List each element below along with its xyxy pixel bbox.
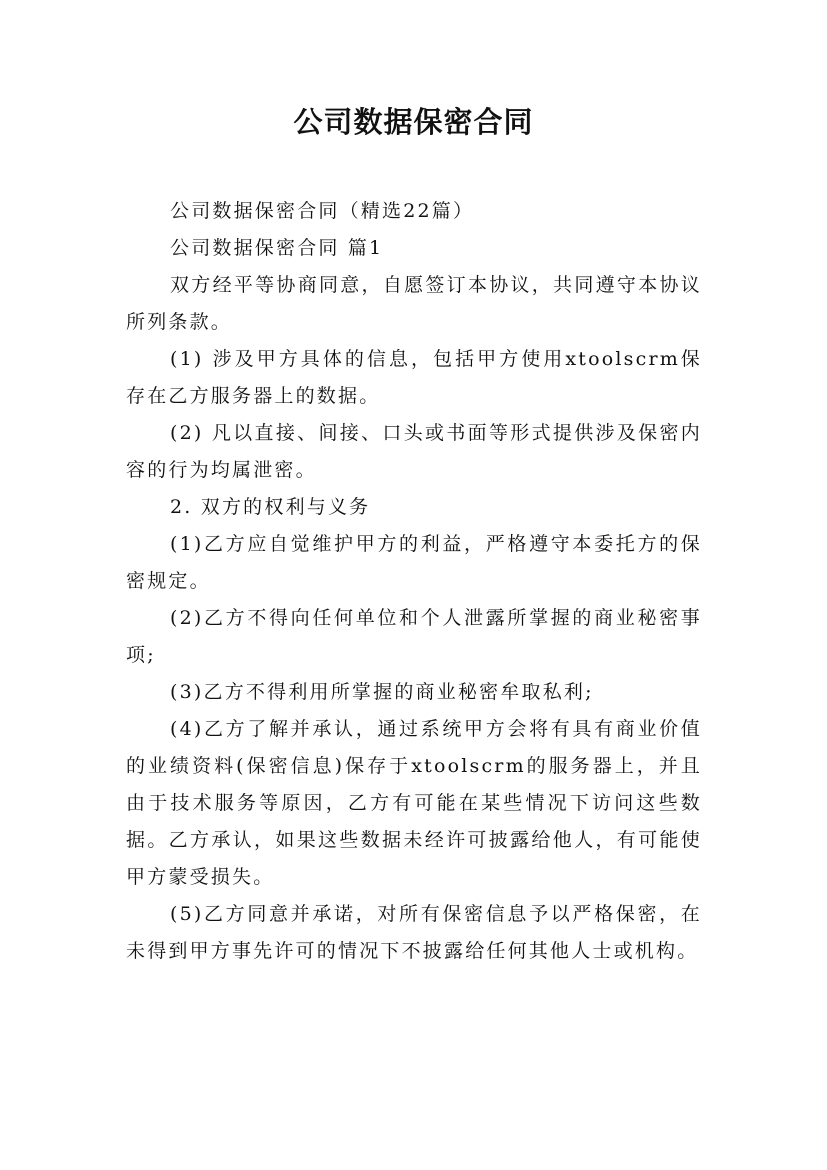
document-title: 公司数据保密合同	[293, 105, 534, 139]
paragraph-collection-heading: 公司数据保密合同（精选22篇）	[170, 200, 475, 222]
paragraph-section-2-heading: 2. 双方的权利与义务	[170, 496, 371, 518]
paragraph-clause-2-2: (2)乙方不得向任何单位和个人泄露所掌握的商业秘密事项;	[126, 607, 702, 666]
paragraph-clause-2-3: (3)乙方不得利用所掌握的商业秘密牟取私利;	[170, 681, 594, 703]
paragraph-clause-1-2: (2) 凡以直接、间接、口头或书面等形式提供涉及保密内容的行为均属泄密。	[126, 422, 702, 481]
document-body	[126, 193, 702, 970]
paragraph-article-heading: 公司数据保密合同 篇1	[170, 237, 384, 259]
paragraph-clause-2-5: (5)乙方同意并承诺，对所有保密信息予以严格保密，在未得到甲方事先许可的情况下不披露给任何其他人士或机构。	[126, 903, 702, 962]
paragraph-clause-2-1: (1)乙方应自觉维护甲方的利益，严格遵守本委托方的保密规定。	[126, 533, 702, 592]
paragraph-clause-2-4: (4)乙方了解并承认，通过系统甲方会将有具有商业价值的业绩资料(保密信息)保存于xtoolscrm的服务器上，并且由于技术服务等原因，乙方有可能在某些情况下访问这些数据。乙方承认，如果这些数据未经许可披露给他人，有可能使甲方蒙受损失。	[126, 718, 702, 888]
paragraph-intro: 双方经平等协商同意，自愿签订本协议，共同遵守本协议所列条款。	[126, 274, 702, 333]
paragraph-clause-1-1: (1) 涉及甲方具体的信息，包括甲方使用xtoolscrm保存在乙方服务器上的数据。	[126, 348, 702, 407]
